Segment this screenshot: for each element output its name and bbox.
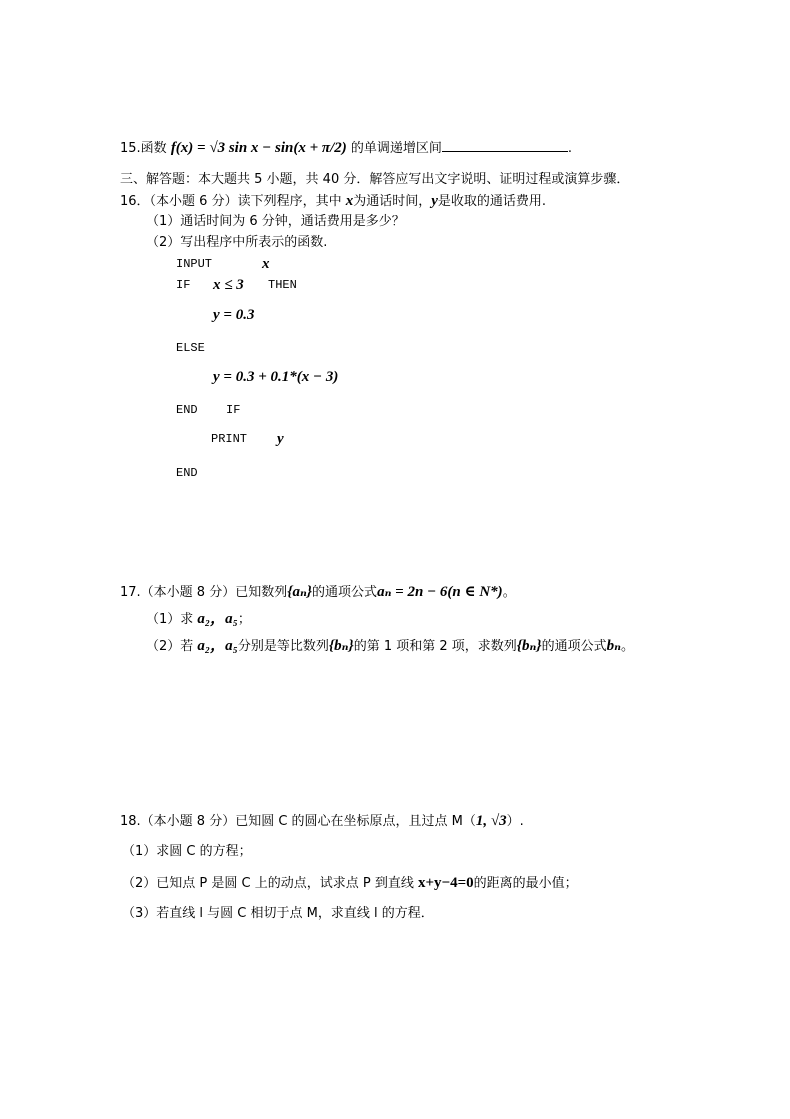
code-assign-1: y = 0.3 xyxy=(213,307,255,323)
code-else: ELSE xyxy=(176,341,205,355)
answer-blank xyxy=(442,139,568,152)
q17-p2-text-4: 的通项公式 xyxy=(541,639,607,654)
q18-part-1: （1）求圆 C 的方程； xyxy=(122,844,252,859)
q17-p2-seq-2: {bₙ} xyxy=(516,638,542,654)
code-input: INPUT xyxy=(176,257,213,271)
q16-part-1: （1）通话时间为 6 分钟，通话费用是多少？ xyxy=(146,214,405,229)
q17-p2-bn: bₙ xyxy=(606,638,622,654)
code-print: PRINT xyxy=(211,432,248,446)
q17-p2-text-2: 分别是等比数列 xyxy=(237,639,329,654)
q17-p2-seq: {bₙ} xyxy=(328,638,354,654)
q16-text: 16．（本小题 6 分）读下列程序，其中 xyxy=(120,194,346,209)
q18-end: ）. xyxy=(506,814,524,829)
q18-part-3: （3）若直线 l 与圆 C 相切于点 M，求直线 l 的方程． xyxy=(122,906,434,921)
q16-x: x xyxy=(345,193,354,209)
q18-p2-line: x+y−4=0 xyxy=(417,875,474,891)
q17-p1-end: ； xyxy=(237,612,251,627)
code-assign-2: y = 0.3 + 0.1*(x − 3) xyxy=(213,369,339,385)
q17-formula: aₙ = 2n − 6(n ∈ N*) xyxy=(377,584,503,600)
q18-text: 18.（本小题 8 分）已知圆 C 的圆心在坐标原点，且过点 M（ xyxy=(120,814,476,829)
code-print-var: y xyxy=(277,431,284,447)
q18-p2-text: （2）已知点 P 是圆 C 上的动点，试求点 P 到直线 xyxy=(122,876,418,891)
code-input-var: x xyxy=(262,256,270,272)
q17-p2-math: a₂，a₅ xyxy=(197,638,238,654)
q17-p2-text: （2）若 xyxy=(146,639,198,654)
q17-text-2: 的通项公式 xyxy=(312,585,378,600)
q16-part-2: （2）写出程序中所表示的函数. xyxy=(146,235,328,250)
q18-point: 1, √3 xyxy=(475,813,507,829)
q15-formula: f(x) = √3 sin x − sin(x + π/2) xyxy=(170,140,347,156)
q18-p2-text-2: 的距离的最小值； xyxy=(473,876,578,891)
q15-period: . xyxy=(567,141,573,156)
q17-p1-math: a₂，a₅ xyxy=(197,611,238,627)
code-endif-if: IF xyxy=(226,403,241,417)
q17-text-3: 。 xyxy=(502,585,516,600)
question-15 xyxy=(120,139,572,158)
code-if: IF xyxy=(176,278,191,292)
q18-part-2 xyxy=(122,874,578,893)
code-condition: x ≤ 3 xyxy=(213,277,244,293)
q16-text-3: 是收取的通话费用. xyxy=(437,194,547,209)
question-17 xyxy=(120,583,516,602)
q17-part-2 xyxy=(146,637,634,656)
question-18 xyxy=(120,812,524,831)
q15-text-2: 的单调递增区间 xyxy=(346,141,442,156)
section-heading: 三、解答题：本大题共 5 小题，共 40 分．解答应写出文字说明、证明过程或演算步骤． xyxy=(120,172,630,187)
q15-text: 15.函数 xyxy=(120,141,171,156)
code-then: THEN xyxy=(268,278,297,292)
code-end: END xyxy=(176,403,198,417)
q16-y: y xyxy=(431,193,438,209)
code-end-2: END xyxy=(176,466,198,480)
q17-p2-end: 。 xyxy=(621,639,635,654)
q17-seq: {aₙ} xyxy=(287,584,313,600)
q17-text: 17.（本小题 8 分）已知数列 xyxy=(120,585,288,600)
q17-p1-text: （1）求 xyxy=(146,612,198,627)
q16-text-2: 为通话时间， xyxy=(353,194,432,209)
q17-part-1 xyxy=(146,610,251,629)
question-16 xyxy=(120,192,546,211)
q17-p2-text-3: 的第 1 项和第 2 项，求数列 xyxy=(353,639,517,654)
